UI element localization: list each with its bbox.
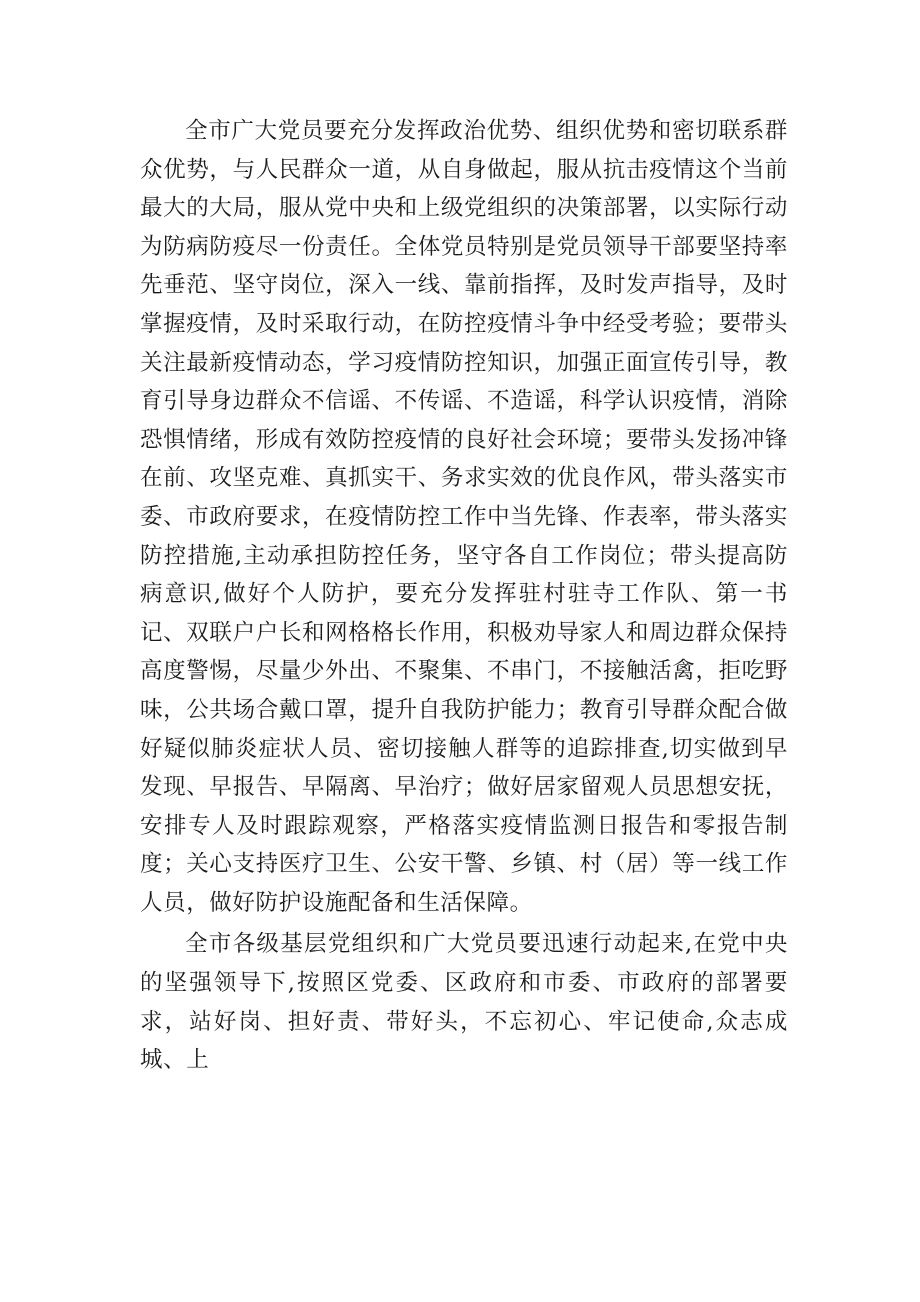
paragraph-1: 全市广大党员要充分发挥政治优势、组织优势和密切联系群众优势，与人民群众一道，从自身做起，服从抗击疫情这个当前最大的大局，服从党中央和上级党组织的决策部署，以实际行动为防病防疫尽一份责任。全体党员特别是党员领导干部要坚持率先垂范、坚守岗位，深入一线、靠前指挥，及时发声指导，及时掌握疫情，及时采取行动，在防控疫情斗争中经受考验；要带头关注最新疫情动态，学习疫情防控知识，加强正面宣传引导，教育引导身边群众不信谣、不传谣、不造谣，科学认识疫情，消除恐惧情绪，形成有效防控疫情的良好社会环境；要带头发扬冲锋在前、攻坚克难、真抓实干、务求实效的优良作风，带头落实市委、市政府要求，在疫情防控工作中当先锋、作表率，带头落实防控措施,主动承担防控任务，坚守各自工作岗位；带头提高防病意识,做好个人防护，要充分发挥驻村驻寺工作队、第一书记、双联户户长和网格格长作用，积极劝导家人和周边群众保持高度警惕，尽量少外出、不聚集、不串门，不接触活禽，拒吃野味，公共场合戴口罩，提升自我防护能力；教育引导群众配合做好疑似肺炎症状人员、密切接触人群等的追踪排查,切实做到早发现、早报告、早隔离、早治疗；做好居家留观人员思想安抚，安排专人及时跟踪观察，严格落实疫情监测日报告和零报告制度；关心支持医疗卫生、公安干警、乡镇、村（居）等一线工作人员，做好防护设施配备和生活保障。 [140, 118, 788, 916]
paragraph-2: 全市各级基层党组织和广大党员要迅速行动起来,在党中央的坚强领导下,按照区党委、区政府和市委、市政府的部署要求，站好岗、担好责、带好头，不忘初心、牢记使命,众志成城、上 [140, 931, 788, 1074]
document-body [140, 112, 788, 1080]
